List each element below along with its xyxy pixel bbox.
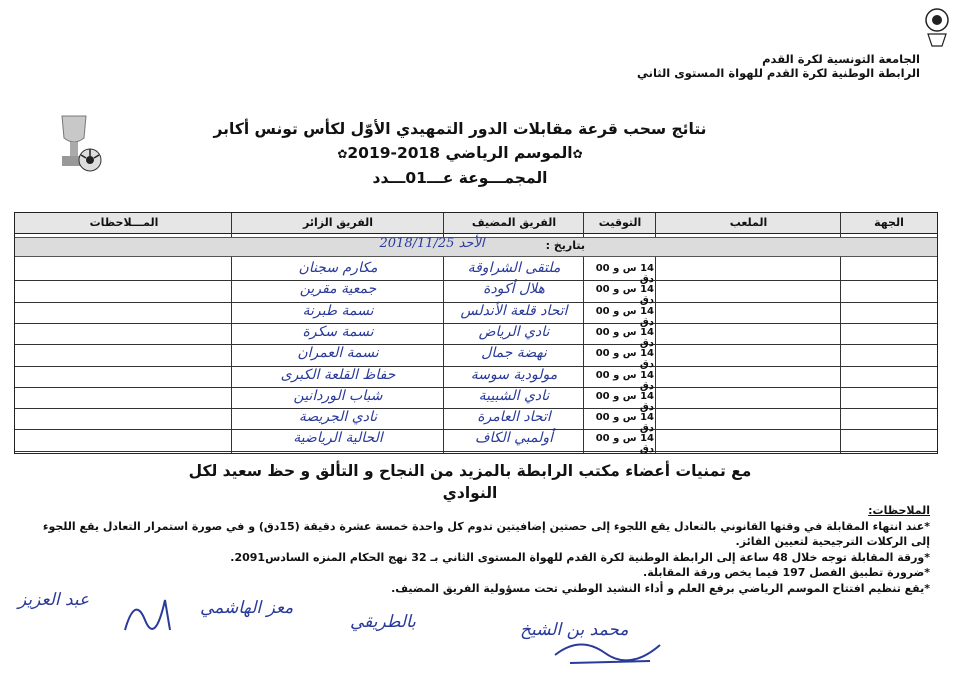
home-team: ملتقى الشراوقة (467, 260, 561, 276)
note-item: *ضرورة تطبيق الفصل 197 فيما يخص ورقة المقابلة. (643, 566, 930, 579)
away-team: الحالية الرياضية (293, 430, 383, 447)
header-home: الفريق المضيف (471, 216, 557, 229)
match-time: 14 س و 00 دق (595, 263, 654, 285)
header-stadium: الملعب (729, 216, 768, 229)
draw-title: نتائج سحب قرعة مقابلات الدور التمهيدي الأوّل لكأس تونس أكابر (213, 120, 707, 138)
match-time: 14 س و 00 دق (595, 326, 654, 349)
notes-section (40, 503, 930, 596)
home-team: نهضة جمال (481, 345, 547, 362)
organization-header (600, 52, 920, 80)
header-region: الجهة (874, 216, 904, 229)
greeting-text: مع تمنيات أعضاء مكتب الرابطة بالمزيد من النجاح و التألق و حظ سعيد لكل النوادي (188, 462, 752, 502)
match-time: 14 س و 00 دق (595, 284, 654, 307)
date-label: بتاريخ : (545, 239, 585, 252)
fixtures-table (14, 212, 938, 454)
home-team: نادي الشبيبة (478, 387, 550, 404)
signature: بالطريقي (350, 612, 416, 632)
signature: معز الهاشمي (200, 598, 294, 618)
signature-scribble (550, 615, 670, 670)
league-name: الرابطة الوطنية لكرة القدم للهواة المستوى الثاني (637, 66, 920, 80)
date-handwritten: الأحد 2018/11/25 (379, 236, 485, 251)
federation-name: الجامعة التونسية لكرة القدم (762, 52, 920, 66)
home-team: مولودية سوسة (470, 366, 558, 383)
signature: عبد العزيز (18, 590, 90, 610)
away-team: نسمة سكرة (302, 323, 374, 340)
season-title: ✿الموسم الرياضي 2018-2019✿ (337, 144, 583, 162)
signature-scribble (120, 590, 180, 640)
match-time: 14 س و 00 دق (595, 412, 654, 435)
home-team: هلال أكودة (483, 281, 545, 298)
notes-title: الملاحظات: (868, 504, 930, 517)
ornament-icon: ✿ (337, 147, 348, 161)
trophy-image (52, 112, 104, 178)
away-team: نادي الجريصة (298, 409, 378, 426)
match-time: 14 س و 00 دق (595, 369, 654, 392)
away-team: شباب الوردانين (293, 387, 383, 404)
signature: محمد بن الشيخ (520, 620, 629, 640)
match-time: 14 س و 00 دق (595, 433, 654, 456)
header-time: التوقيت (598, 216, 642, 229)
match-time: 14 س و 00 دق (595, 348, 654, 371)
home-team: اتحاد قلعة الأندلس (460, 302, 568, 319)
home-team: اتحاد العامرة (477, 409, 551, 426)
home-team: نادي الرياض (478, 323, 550, 340)
away-team: مكارم سجنان (298, 260, 378, 276)
row-divider (15, 451, 937, 452)
note-item: *يقع تنظيم افتتاح الموسم الرياضي برفع العلم و أداء النشيد الوطني تحت مسؤولية الفريق المضيف. (391, 581, 930, 595)
header-away: الفريق الزائر (302, 216, 374, 229)
match-time: 14 س و 00 دق (595, 305, 654, 328)
away-team: جمعية مقرين (299, 281, 377, 298)
federation-logo (922, 6, 952, 50)
away-team: نسمة العمران (297, 345, 379, 362)
away-team: حفاظ القلعة الكبرى (280, 366, 396, 383)
ornament-icon: ✿ (572, 147, 583, 161)
note-item: *ورقة المقابلة توجه خلال 48 ساعة إلى الرابطة الوطنية لكرة القدم للهواة المستوى الثاني بـ 32 نهج الحكام المنزه السادس2091. (230, 550, 930, 564)
note-item: *عند انتهاء المقابلة في وقتها القانوني بالتعادل يقع اللجوء إلى حصتين إضافيتين تدوم كل واحدة خمسة عشرة دقيقة (15دق) و في صورة استمرار التعادل يقع اللجوء إلى الركلات الترجيحية لتعيين الفائز. (42, 519, 930, 548)
header-remarks: المـــلاحظات (89, 216, 159, 229)
match-time: 14 س و 00 دق (595, 390, 654, 413)
home-team: أولمبي الكاف (474, 430, 554, 447)
away-team: نسمة طبرنة (302, 302, 374, 319)
group-title: المجمـــوعة عـــ01ـــدد (372, 169, 548, 187)
document-titles (200, 117, 720, 190)
